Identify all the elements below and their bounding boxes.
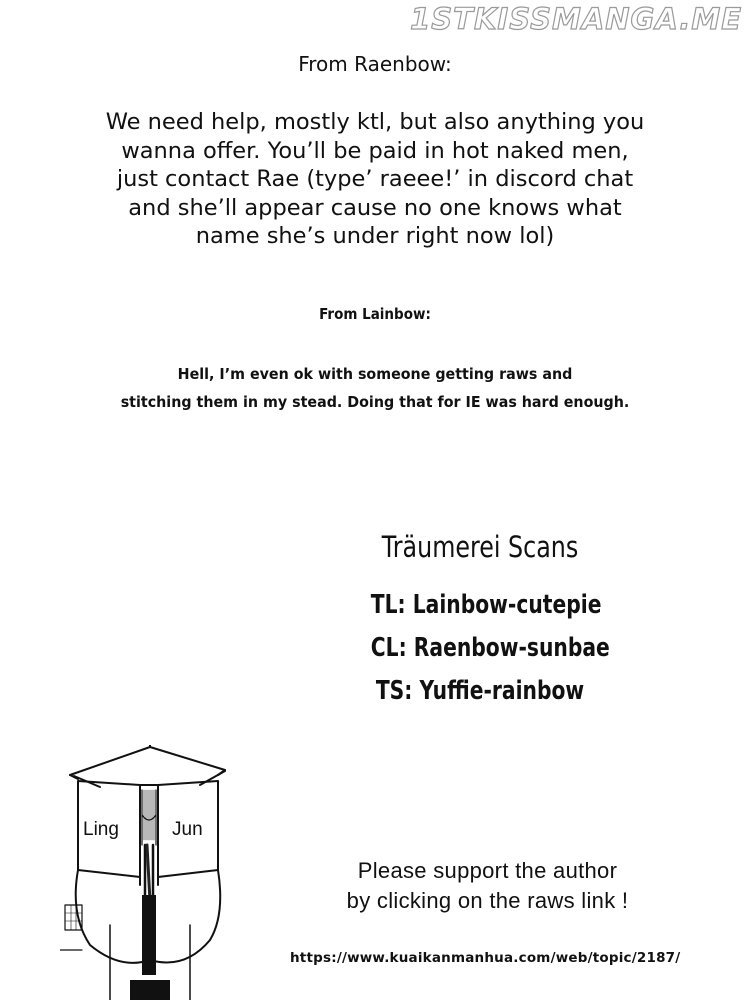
lainbow-line: stitching them in my stead. Doing that for IE was hard enough. xyxy=(120,393,630,411)
raenbow-line: We need help, mostly ktl, but also anything you xyxy=(105,109,645,135)
umbrella-character-drawing xyxy=(60,745,240,1000)
support-line: by clicking on the raws link ! xyxy=(346,888,629,913)
support-line: Please support the author xyxy=(357,858,618,883)
jun-label: Jun xyxy=(172,819,203,840)
lainbow-message xyxy=(113,360,637,416)
site-watermark: 1STKISSMANGA.ME xyxy=(410,2,742,36)
translator-credit: TL: Lainbow-cutepie xyxy=(370,590,602,620)
raenbow-line: name she’s under right now lol) xyxy=(195,223,555,249)
raenbow-line: wanna offer. You’ll be paid in hot naked men, xyxy=(121,137,629,164)
raws-link[interactable]: https://www.kuaikanmanhua.com/web/topic/2187/ xyxy=(290,950,681,966)
raenbow-line: and she’ll appear cause no one knows what xyxy=(128,194,622,221)
raenbow-heading: From Raenbow: xyxy=(298,52,452,76)
typesetter-credit: TS: Yuffie-rainbow xyxy=(375,676,585,706)
lainbow-heading: From Lainbow: xyxy=(319,305,431,323)
scanlation-group-name: Träumerei Scans xyxy=(381,530,579,564)
ling-label: Ling xyxy=(83,819,119,840)
raenbow-message xyxy=(60,108,690,251)
raenbow-line: just contact Rae (type’ raeee!’ in discord chat xyxy=(116,166,634,192)
character-illustration xyxy=(60,745,240,1000)
lainbow-line: Hell, I’m even ok with someone getting raws and xyxy=(177,365,573,383)
cleaner-credit: CL: Raenbow-sunbae xyxy=(370,633,610,663)
support-message xyxy=(300,856,675,916)
